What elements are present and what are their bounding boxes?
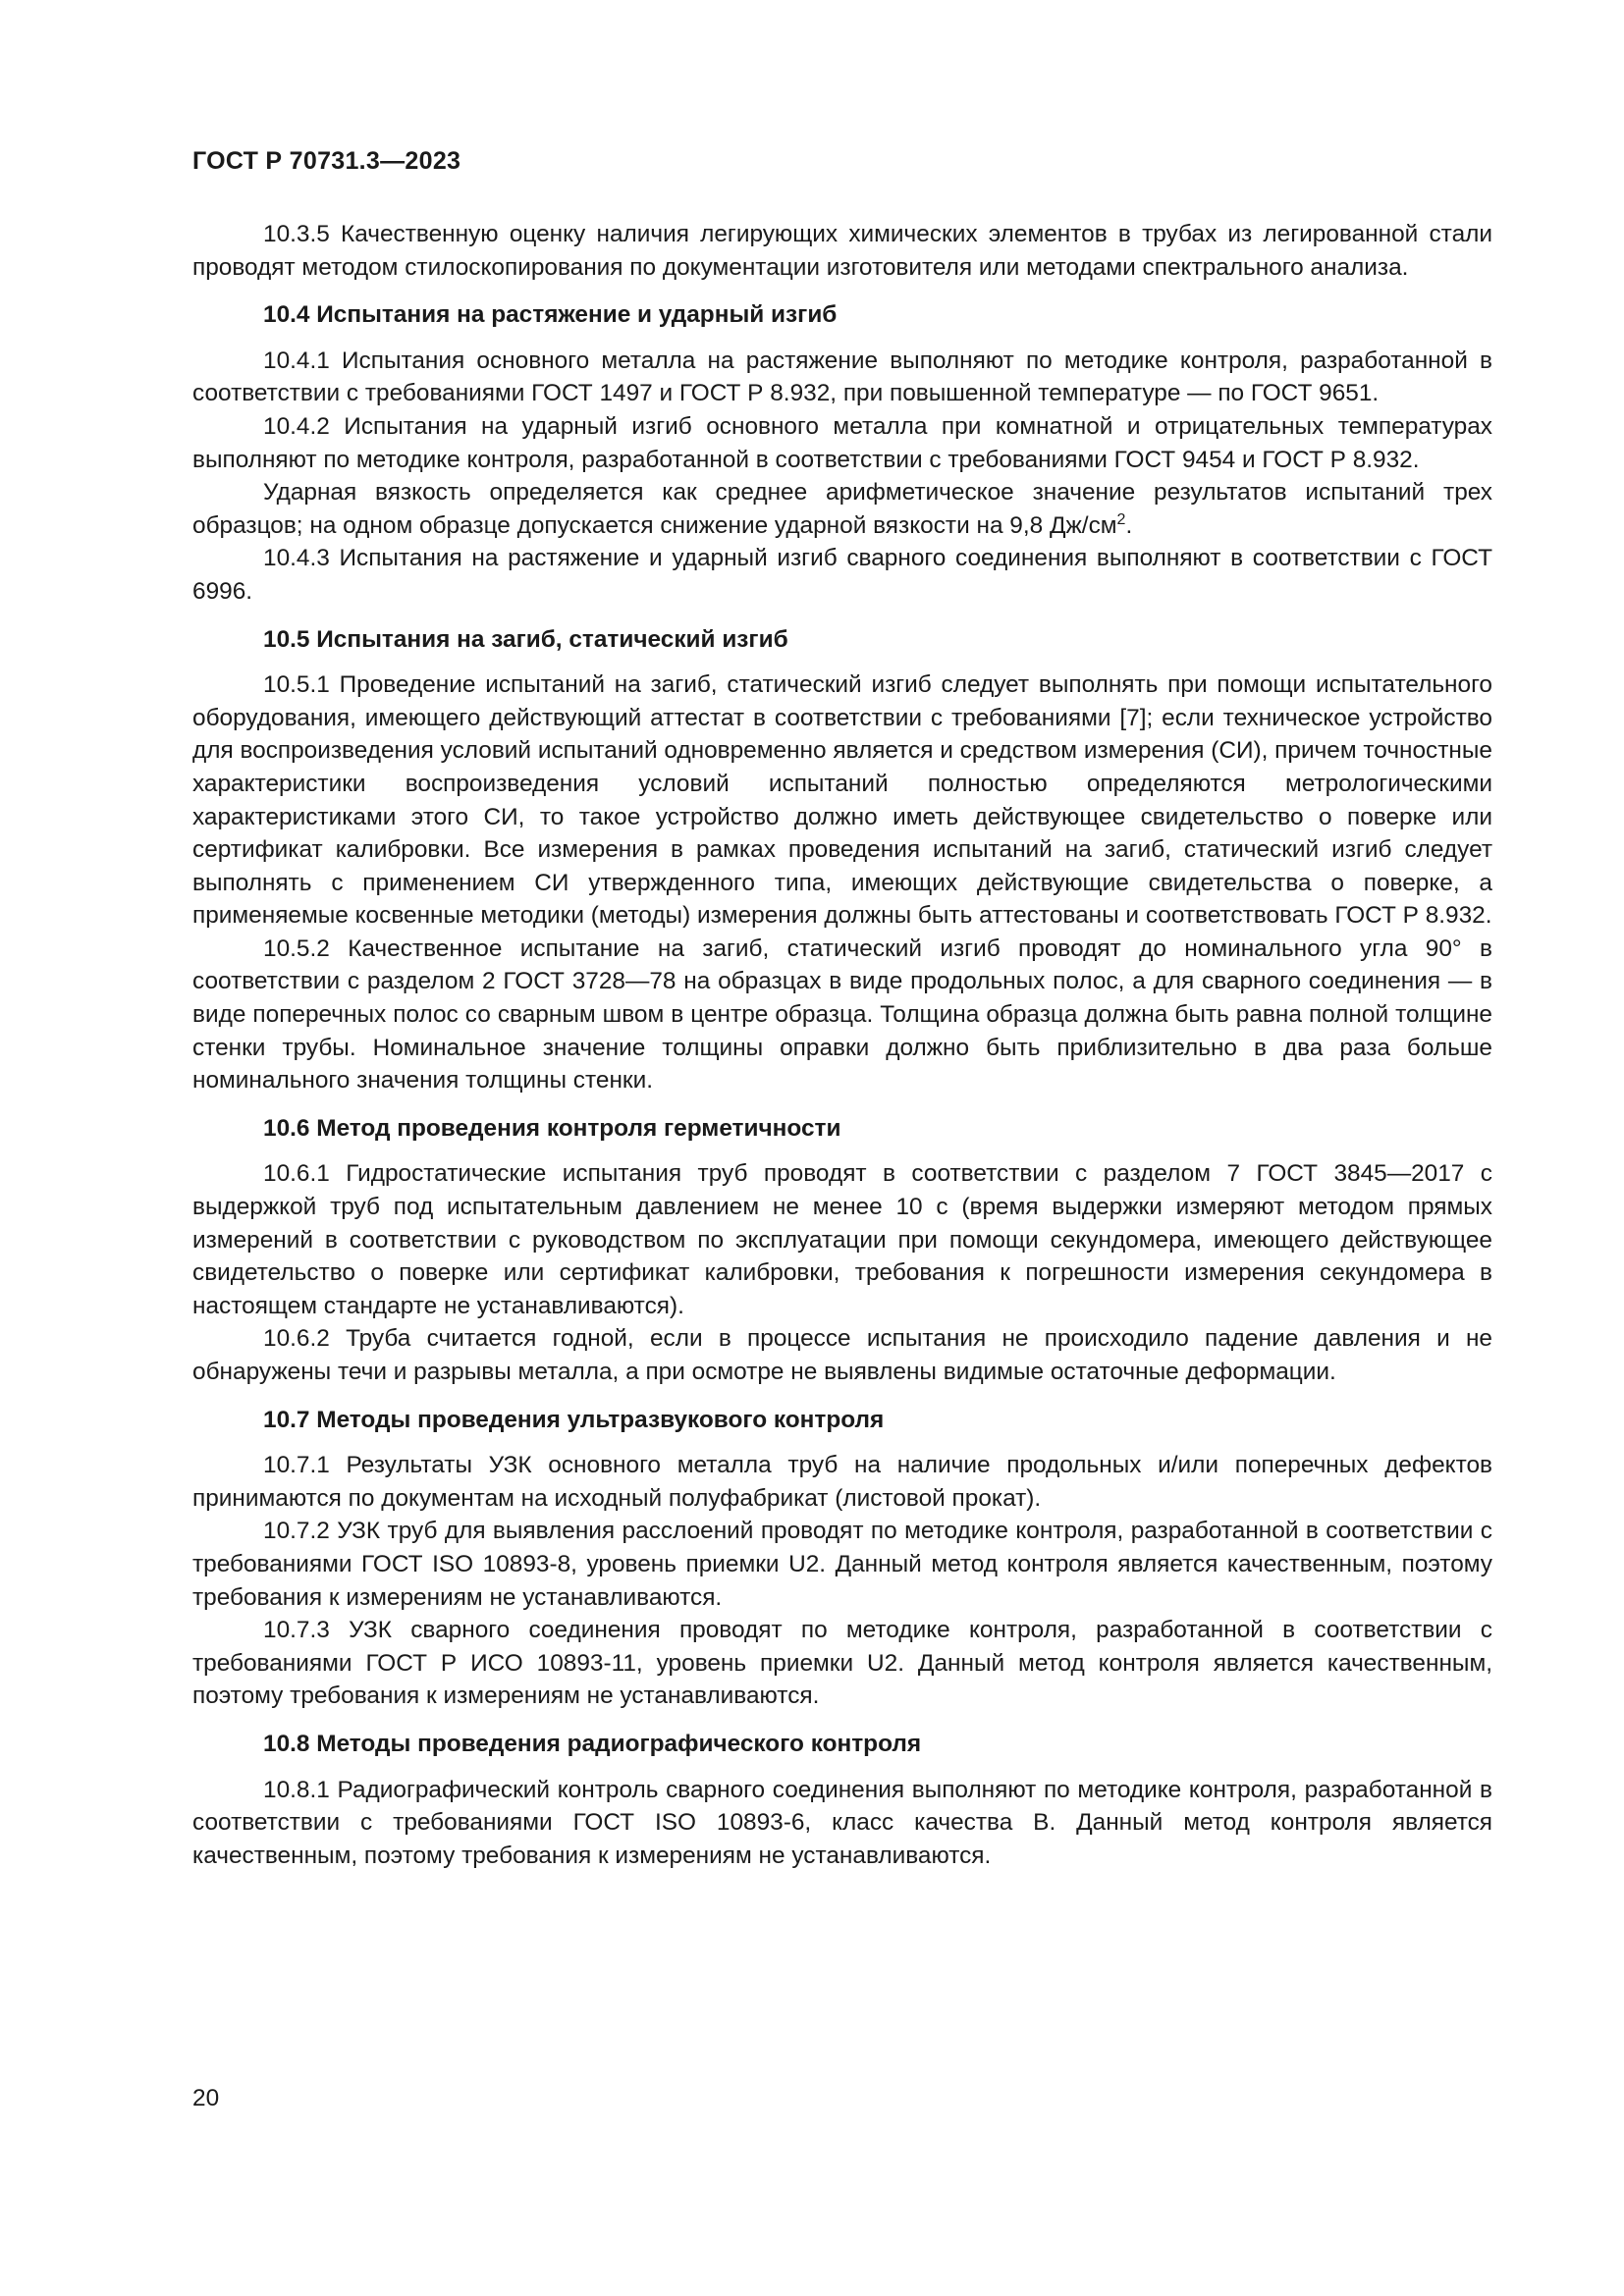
paragraph-10-7-3: 10.7.3 УЗК сварного соединения проводят по методике контроля, разработанной в соответствии с требованиями ГОСТ Р ИСО 10893-11, уровень приемки U2. Данный метод контроля является качественным, поэтому требования к измерениям не устанавливаются.	[192, 1617, 1492, 1710]
paragraph-10-5-2: 10.5.2 Качественное испытание на загиб, статический изгиб проводят до номинального угла 90° в соответствии с разделом 2 ГОСТ 3728—78 на образцах в виде продольных полос, а для сварного соединения — в виде поперечных полос со сварным швом в центре образца. Толщина образца должна быть равна полной толщине стенки трубы. Номинальное значение толщины оправки должно быть приблизительно в два раза больше номинального значения толщины стенки.	[192, 934, 1492, 1095]
paragraph-10-6-2: 10.6.2 Труба считается годной, если в процессе испытания не происходило падение давления и не обнаружены течи и разрывы металла, а при осмотре не выявлены видимые остаточные деформации.	[192, 1325, 1492, 1385]
paragraph-10-4-2: 10.4.2 Испытания на ударный изгиб основного металла при комнатной и отрицательных температурах выполняют по методике контроля, разработанной в соответствии с требованиями ГОСТ 9454 и ГОСТ Р 8.932.	[192, 412, 1492, 473]
impact-toughness-text: Ударная вязкость определяется как среднее арифметическое значение результатов испытаний трех образцов; на одном образце допускается снижение ударной вязкости на 9,8 Дж/см	[192, 479, 1492, 539]
section-heading-10-6: 10.6 Метод проведения контроля герметичности	[263, 1114, 841, 1142]
paragraph-10-4-1: 10.4.1 Испытания основного металла на растяжение выполняют по методике контроля, разработанной в соответствии с требованиями ГОСТ 1497 и ГОСТ Р 8.932, при повышенной температуре — по ГОСТ 9651.	[192, 347, 1492, 407]
section-heading-10-7: 10.7 Методы проведения ультразвукового контроля	[263, 1406, 885, 1433]
section-heading-10-4: 10.4 Испытания на растяжение и ударный изгиб	[263, 301, 838, 329]
paragraph-10-8-1: 10.8.1 Радиографический контроль сварного соединения выполняют по методике контроля, разработанной в соответствии с требованиями ГОСТ ISO 10893-6, класс качества В. Данный метод контроля является качественным, поэтому требования к измерениям не устанавливаются.	[192, 1776, 1492, 1869]
paragraph-impact-toughness	[192, 476, 1492, 542]
document-body	[192, 218, 1492, 1872]
paragraph-10-5-1: 10.5.1 Проведение испытаний на загиб, статический изгиб следует выполнять при помощи испытательного оборудования, имеющего действующий аттестат в соответствии с требованиями [7]; если техническое устройство для воспроизведения условий испытаний одновременно является и средством измерения (СИ), причем точностные характеристики воспроизведения условий испытаний полностью определяются метрологическими характеристиками этого СИ, то такое устройство должно иметь действующее свидетельство о поверке или сертификат калибровки. Все измерения в рамках проведения испытаний на загиб, статический изгиб следует выполнять с применением СИ утвержденного типа, имеющих действующие свидетельства о поверке, а применяемые косвенные методики (методы) измерения должны быть аттестованы и соответствовать ГОСТ Р 8.932.	[192, 671, 1492, 930]
impact-toughness-period: .	[1125, 511, 1133, 539]
paragraph-10-7-2: 10.7.2 УЗК труб для выявления расслоений проводят по методике контроля, разработанной в соответствии с требованиями ГОСТ ISO 10893-8, уровень приемки U2. Данный метод контроля является качественным, поэтому требования к измерениям не устанавливаются.	[192, 1518, 1492, 1611]
section-heading-10-5: 10.5 Испытания на загиб, статический изгиб	[263, 625, 788, 653]
paragraph-10-7-1: 10.7.1 Результаты УЗК основного металла труб на наличие продольных и/или поперечных дефектов принимаются по документам на исходный полуфабрикат (листовой прокат).	[192, 1452, 1492, 1512]
paragraph-10-4-3: 10.4.3 Испытания на растяжение и ударный изгиб сварного соединения выполняют в соответствии с ГОСТ 6996.	[192, 545, 1492, 605]
paragraph-10-6-1: 10.6.1 Гидростатические испытания труб проводят в соответствии с разделом 7 ГОСТ 3845—2017 с выдержкой труб под испытательным давлением не менее 10 с (время выдержки измеряют методом прямых измерений в соответствии с руководством по эксплуатации при помощи секундомера, имеющего действующее свидетельство о поверке или сертификат калибровки, требования к погрешности измерения секундомера в настоящем стандарте не устанавливаются).	[192, 1160, 1492, 1319]
paragraph-10-3-5: 10.3.5 Качественную оценку наличия легирующих химических элементов в трубах из легированной стали проводят методом стилоскопирования по документации изготовителя или методами спектрального анализа.	[192, 221, 1492, 281]
superscript-exponent: 2	[1116, 510, 1126, 528]
section-heading-10-8: 10.8 Методы проведения радиографического контроля	[263, 1730, 922, 1757]
document-header-id: ГОСТ Р 70731.3—2023	[192, 147, 461, 175]
page-number: 20	[192, 2085, 220, 2111]
